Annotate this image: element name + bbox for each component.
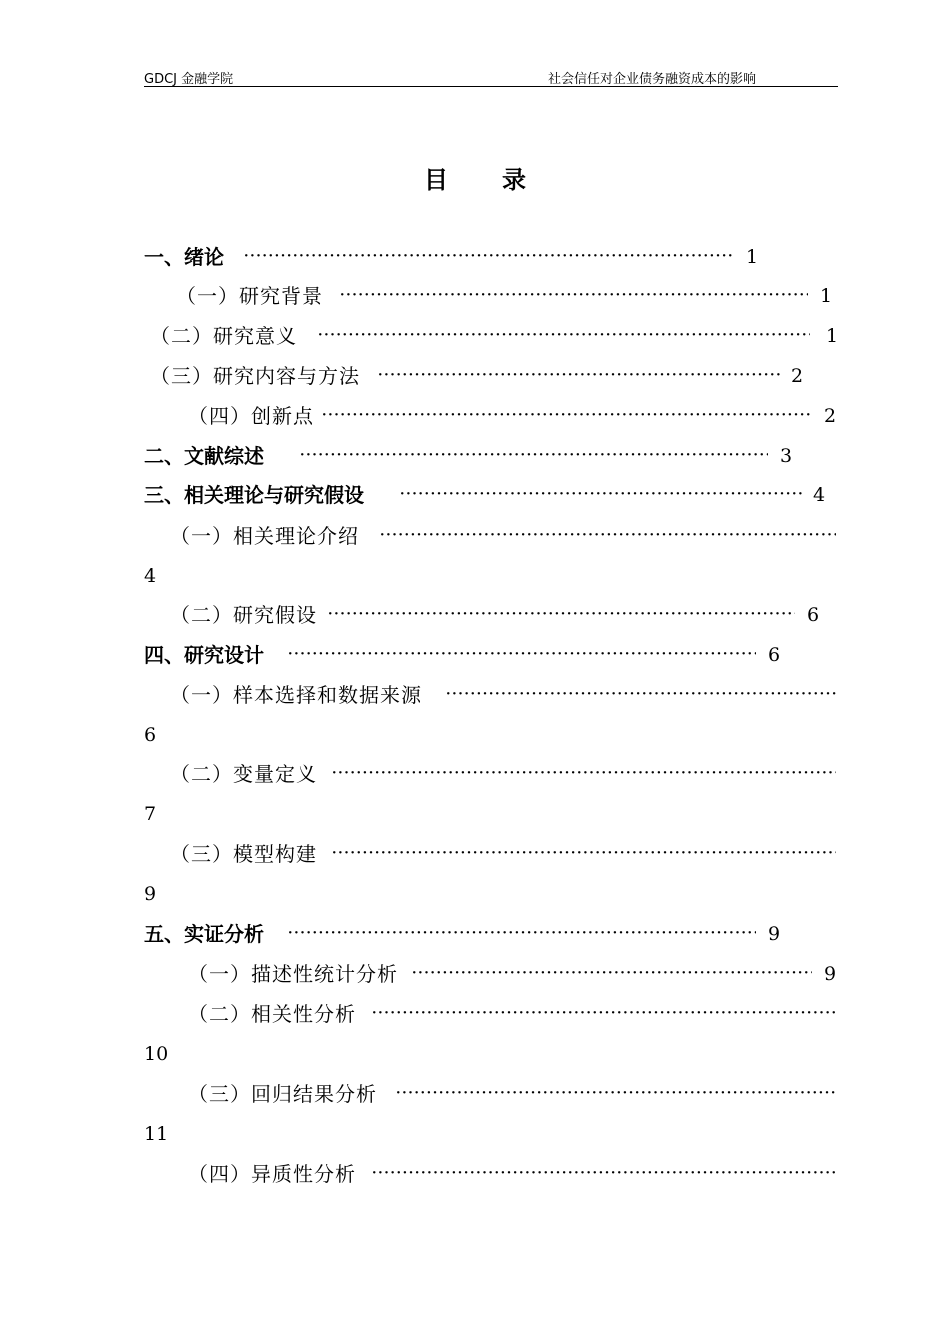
- toc-entry-label: （一）描述性统计分析: [188, 962, 398, 986]
- toc-dot-leader: [446, 681, 836, 709]
- toc-dot-leader: [300, 442, 768, 470]
- toc-dot-leader: [372, 1160, 836, 1188]
- toc-entry-label: （三）模型构建: [170, 842, 317, 866]
- toc-dot-leader: [380, 522, 836, 550]
- toc-entry-label: （一）样本选择和数据来源: [170, 683, 422, 707]
- toc-page-number: 11: [144, 1123, 169, 1145]
- toc-dot-leader: [288, 920, 756, 948]
- toc-page-number: 7: [144, 803, 157, 825]
- toc-dot-leader: [318, 322, 810, 350]
- toc-entry-label: 二、文献综述: [144, 444, 264, 468]
- toc-entry-label: （三）研究内容与方法: [150, 364, 360, 388]
- toc-page-number: 2: [791, 365, 804, 387]
- toc-entry-label: 一、绪论: [144, 245, 224, 269]
- toc-title: 目录: [424, 166, 580, 194]
- toc-dot-leader: [332, 840, 836, 868]
- toc-page-number: 10: [144, 1043, 169, 1065]
- toc-page-number: 4: [144, 565, 157, 587]
- toc-page-number: 1: [746, 246, 759, 268]
- header-right-text: 社会信任对企业债务融资成本的影响: [548, 72, 757, 87]
- toc-entry-label: （二）相关性分析: [188, 1002, 356, 1026]
- toc-page-number: 2: [824, 405, 837, 427]
- toc-dot-leader: [378, 362, 780, 390]
- toc-dot-leader: [244, 243, 735, 271]
- toc-entry-label: （四）创新点: [188, 404, 314, 428]
- toc-dot-leader: [396, 1080, 836, 1108]
- toc-page-number: 4: [813, 484, 826, 506]
- toc-dot-leader: [412, 960, 812, 988]
- toc-entry-label: 三、相关理论与研究假设: [144, 483, 364, 507]
- toc-page-number: 1: [826, 325, 839, 347]
- toc-page-number: 9: [768, 923, 781, 945]
- toc-page-number: 6: [768, 644, 781, 666]
- toc-entry-label: （二）研究意义: [150, 324, 297, 348]
- toc-dot-leader: [340, 282, 808, 310]
- page-header: [144, 66, 838, 87]
- toc-page-number: 6: [144, 724, 157, 746]
- toc-dot-leader: [288, 641, 756, 669]
- toc-page-number: 9: [144, 883, 157, 905]
- toc-entry-label: （二）研究假设: [170, 603, 317, 627]
- toc-dot-leader: [328, 601, 795, 629]
- toc-page-number: 6: [807, 604, 820, 626]
- toc-entry-label: （三）回归结果分析: [188, 1082, 377, 1106]
- toc-entry-label: 五、实证分析: [144, 922, 264, 946]
- toc-entry-label: （二）变量定义: [170, 762, 317, 786]
- header-left-text: GDCJ 金融学院: [144, 72, 234, 87]
- toc-dot-leader: [332, 760, 836, 788]
- toc-entry-label: （四）异质性分析: [188, 1162, 356, 1186]
- toc-page-number: 3: [780, 445, 793, 467]
- toc-entry-label: （一）相关理论介绍: [170, 524, 359, 548]
- toc-page-number: 1: [820, 285, 833, 307]
- toc-dot-leader: [322, 402, 812, 430]
- toc-page-number: 9: [824, 963, 837, 985]
- toc-entry-label: 四、研究设计: [144, 643, 264, 667]
- toc-dot-leader: [400, 481, 803, 509]
- toc-entry-label: （一）研究背景: [176, 284, 323, 308]
- toc-dot-leader: [372, 1000, 836, 1028]
